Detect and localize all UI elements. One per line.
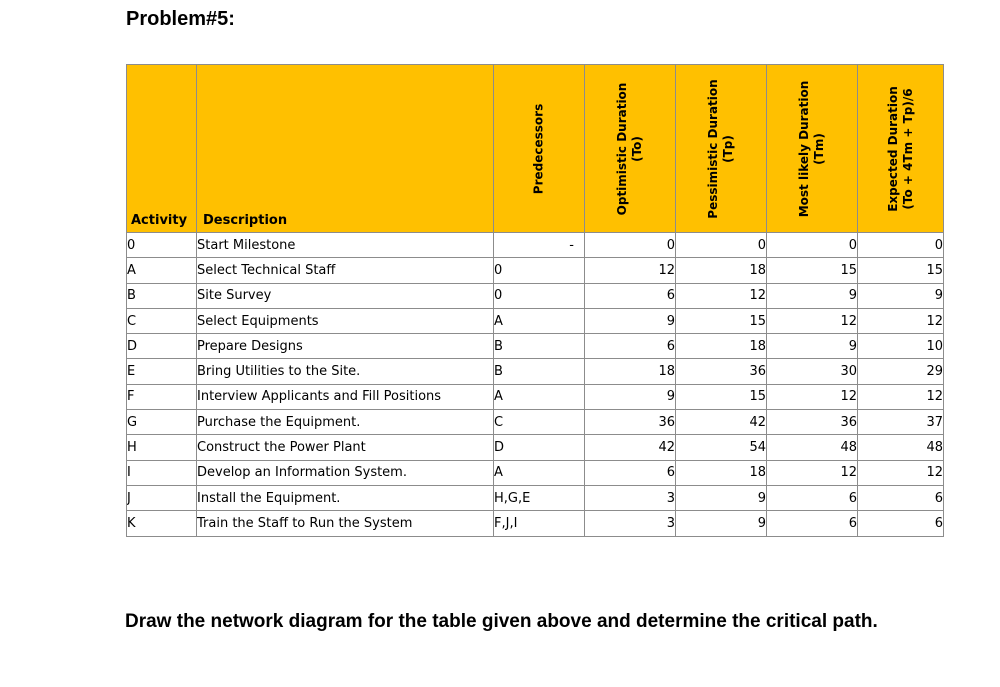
table-row <box>127 283 944 308</box>
problem-title: Problem#5: <box>126 8 235 30</box>
cell-activity: G <box>127 410 197 435</box>
cell-expected: 10 <box>858 334 944 359</box>
cell-most-likely: 6 <box>767 485 858 510</box>
cell-activity: K <box>127 511 197 536</box>
cell-pessimistic: 15 <box>676 308 767 333</box>
header-pessimistic-symbol: (Tp) <box>721 134 735 163</box>
header-optimistic-symbol: (To) <box>630 135 644 162</box>
header-row <box>127 65 944 233</box>
header-expected-label: Expected Duration <box>885 85 900 212</box>
cell-pessimistic: 18 <box>676 460 767 485</box>
cell-optimistic: 0 <box>585 233 676 258</box>
cell-description: Select Equipments <box>197 308 494 333</box>
cell-most-likely: 9 <box>767 283 858 308</box>
cell-description: Site Survey <box>197 283 494 308</box>
cell-description: Install the Equipment. <box>197 485 494 510</box>
activity-table <box>126 64 944 537</box>
cell-activity: B <box>127 283 197 308</box>
header-predecessors-label: Predecessors <box>531 103 546 194</box>
cell-most-likely: 30 <box>767 359 858 384</box>
table-row <box>127 233 944 258</box>
cell-predecessor: A <box>494 460 585 485</box>
cell-activity: E <box>127 359 197 384</box>
cell-expected: 6 <box>858 485 944 510</box>
cell-expected: 29 <box>858 359 944 384</box>
cell-optimistic: 18 <box>585 359 676 384</box>
cell-expected: 9 <box>858 283 944 308</box>
header-optimistic <box>585 65 676 233</box>
table-row <box>127 410 944 435</box>
cell-most-likely: 48 <box>767 435 858 460</box>
cell-activity: H <box>127 435 197 460</box>
table-row <box>127 258 944 283</box>
cell-predecessor: H,G,E <box>494 485 585 510</box>
cell-predecessor: B <box>494 359 585 384</box>
header-pessimistic-label: Pessimistic Duration <box>706 78 720 219</box>
cell-pessimistic: 0 <box>676 233 767 258</box>
cell-most-likely: 15 <box>767 258 858 283</box>
cell-predecessor: 0 <box>494 258 585 283</box>
cell-description: Select Technical Staff <box>197 258 494 283</box>
cell-optimistic: 6 <box>585 460 676 485</box>
header-description: Description <box>197 65 494 233</box>
cell-optimistic: 6 <box>585 334 676 359</box>
cell-optimistic: 3 <box>585 485 676 510</box>
header-activity: Activity <box>127 65 197 233</box>
cell-pessimistic: 18 <box>676 258 767 283</box>
table-row <box>127 308 944 333</box>
cell-most-likely: 9 <box>767 334 858 359</box>
header-most-likely-label: Most likely Duration <box>797 80 811 217</box>
cell-expected: 12 <box>858 384 944 409</box>
header-expected-formula: (To + 4Tm + Tp)/6 <box>900 87 915 210</box>
table-row <box>127 384 944 409</box>
cell-pessimistic: 15 <box>676 384 767 409</box>
cell-activity: 0 <box>127 233 197 258</box>
cell-predecessor-value: - <box>569 237 574 253</box>
cell-pessimistic: 9 <box>676 485 767 510</box>
header-most-likely-symbol: (Tm) <box>812 132 826 165</box>
cell-activity: A <box>127 258 197 283</box>
cell-pessimistic: 36 <box>676 359 767 384</box>
cell-most-likely: 12 <box>767 460 858 485</box>
table-row <box>127 485 944 510</box>
question-text: Draw the network diagram for the table given above and determine the critical path. <box>125 611 878 632</box>
cell-description: Bring Utilities to the Site. <box>197 359 494 384</box>
cell-most-likely: 12 <box>767 384 858 409</box>
header-pessimistic <box>676 65 767 233</box>
cell-most-likely: 0 <box>767 233 858 258</box>
cell-description: Prepare Designs <box>197 334 494 359</box>
cell-predecessor: 0 <box>494 283 585 308</box>
cell-optimistic: 9 <box>585 384 676 409</box>
table-row <box>127 460 944 485</box>
table-row <box>127 359 944 384</box>
cell-optimistic: 12 <box>585 258 676 283</box>
cell-most-likely: 6 <box>767 511 858 536</box>
table-row <box>127 511 944 536</box>
cell-expected: 0 <box>858 233 944 258</box>
cell-pessimistic: 54 <box>676 435 767 460</box>
cell-description: Purchase the Equipment. <box>197 410 494 435</box>
cell-activity: C <box>127 308 197 333</box>
cell-pessimistic: 12 <box>676 283 767 308</box>
cell-expected: 6 <box>858 511 944 536</box>
cell-description: Develop an Information System. <box>197 460 494 485</box>
cell-predecessor <box>494 233 585 258</box>
cell-optimistic: 9 <box>585 308 676 333</box>
cell-predecessor: B <box>494 334 585 359</box>
cell-activity: D <box>127 334 197 359</box>
cell-optimistic: 42 <box>585 435 676 460</box>
cell-activity: I <box>127 460 197 485</box>
cell-predecessor: D <box>494 435 585 460</box>
cell-expected: 15 <box>858 258 944 283</box>
cell-activity: F <box>127 384 197 409</box>
cell-pessimistic: 42 <box>676 410 767 435</box>
cell-description: Train the Staff to Run the System <box>197 511 494 536</box>
cell-expected: 48 <box>858 435 944 460</box>
cell-description: Construct the Power Plant <box>197 435 494 460</box>
cell-most-likely: 36 <box>767 410 858 435</box>
cell-pessimistic: 9 <box>676 511 767 536</box>
cell-predecessor: F,J,I <box>494 511 585 536</box>
cell-expected: 12 <box>858 308 944 333</box>
cell-activity: J <box>127 485 197 510</box>
cell-description: Interview Applicants and Fill Positions <box>197 384 494 409</box>
cell-pessimistic: 18 <box>676 334 767 359</box>
table-row <box>127 334 944 359</box>
cell-expected: 12 <box>858 460 944 485</box>
cell-description: Start Milestone <box>197 233 494 258</box>
cell-optimistic: 3 <box>585 511 676 536</box>
header-expected <box>858 65 944 233</box>
header-optimistic-label: Optimistic Duration <box>615 82 629 215</box>
cell-optimistic: 6 <box>585 283 676 308</box>
header-most-likely <box>767 65 858 233</box>
cell-predecessor: A <box>494 384 585 409</box>
cell-predecessor: C <box>494 410 585 435</box>
cell-expected: 37 <box>858 410 944 435</box>
cell-optimistic: 36 <box>585 410 676 435</box>
header-predecessors <box>494 65 585 233</box>
cell-predecessor: A <box>494 308 585 333</box>
cell-most-likely: 12 <box>767 308 858 333</box>
table-row <box>127 435 944 460</box>
